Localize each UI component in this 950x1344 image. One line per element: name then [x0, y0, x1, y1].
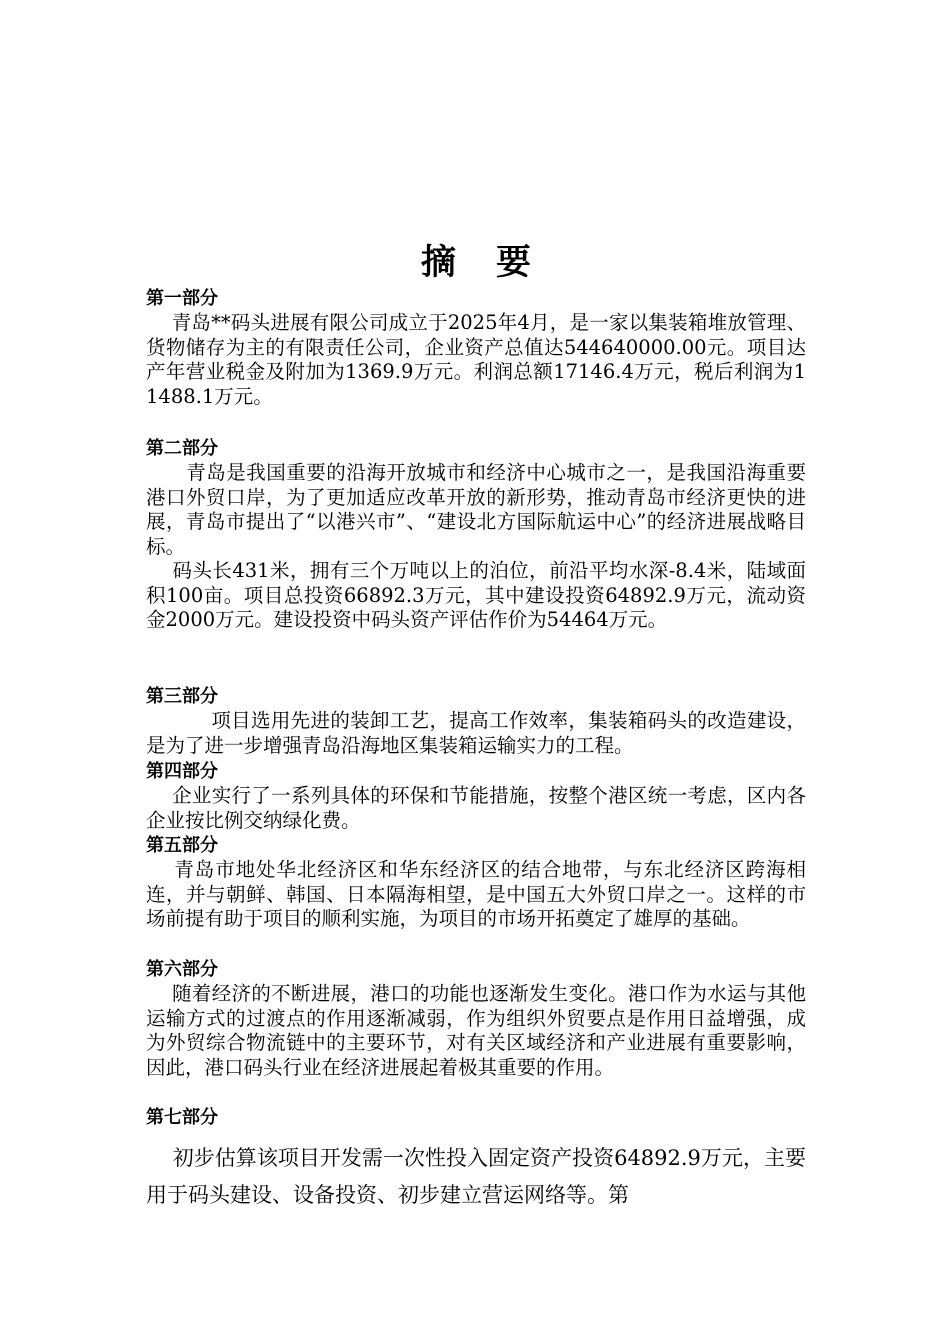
- section-4: [146, 760, 806, 833]
- section-heading: 第一部分: [146, 288, 218, 309]
- title-char-2: 要: [496, 243, 532, 283]
- section-paragraph: 随着经济的不断进展，港口的功能也逐渐发生变化。港口作为水运与其他运输方式的过渡点的作用逐渐减弱，作为组织外贸要点是作用日益增强，成为外贸综合物流链中的主要环节，对有关区域经济和产业进展有重要影响，因此，港口码头行业在经济进展起着极其重要的作用。: [146, 982, 806, 1079]
- section-1: [146, 287, 806, 409]
- section-heading: 第三部分: [146, 686, 218, 707]
- section-7: [146, 1106, 806, 1214]
- section-heading: 第四部分: [146, 761, 218, 782]
- section-6: [146, 958, 806, 1080]
- section-paragraph: 青岛是我国重要的沿海开放城市和经济中心城市之一，是我国沿海重要港口外贸口岸，为了更加适应改革开放的新形势，推动青岛市经济更快的进展，青岛市提出了“以港兴市”、“建设北方国际航运中心”的经济进展战略目标。: [146, 461, 806, 558]
- section-paragraph: 初步估算该项目开发需一次性投入固定资产投资64892.9万元，主要用于码头建设、设备投资、初步建立营运网络等。第: [146, 1146, 806, 1207]
- section-paragraph: 企业实行了一系列具体的环保和节能措施，按整个港区统一考虑，区内各企业按比例交纳绿化费。: [146, 784, 806, 832]
- section-paragraph: 青岛**码头进展有限公司成立于2025年4月，是一家以集装箱堆放管理、货物储存为主的有限责任公司，企业资产总值达544640000.00元。项目达产年营业税金及附加为1369.9万元。利润总额17146.4万元，税后利润为11488.1万元。: [146, 311, 806, 408]
- section-heading: 第二部分: [146, 438, 218, 459]
- title-char-1: 摘: [420, 243, 456, 283]
- section-paragraph: 青岛市地处华北经济区和华东经济区的结合地带，与东北经济区跨海相连，并与朝鲜、韩国、日本隔海相望，是中国五大外贸口岸之一。这样的市场前提有助于项目的顺利实施，为项目的市场开拓奠定了雄厚的基础。: [146, 858, 806, 930]
- section-3: [146, 685, 806, 758]
- section-5: [146, 834, 806, 932]
- document-title: [146, 238, 806, 288]
- section-heading: 第七部分: [146, 1107, 218, 1128]
- section-paragraph: 项目选用先进的装卸工艺，提高工作效率，集装箱码头的改造建设，是为了进一步增强青岛沿海地区集装箱运输实力的工程。: [146, 709, 806, 757]
- section-2: [146, 437, 806, 633]
- section-heading: 第五部分: [146, 835, 218, 856]
- section-heading: 第六部分: [146, 959, 218, 980]
- section-paragraph: 码头长431米，拥有三个万吨以上的泊位，前沿平均水深-8.4米，陆域面积100亩。项目总投资66892.3万元，其中建设投资64892.9万元，流动资金2000万元。建设投资中码头资产评估作价为54464万元。: [146, 559, 806, 631]
